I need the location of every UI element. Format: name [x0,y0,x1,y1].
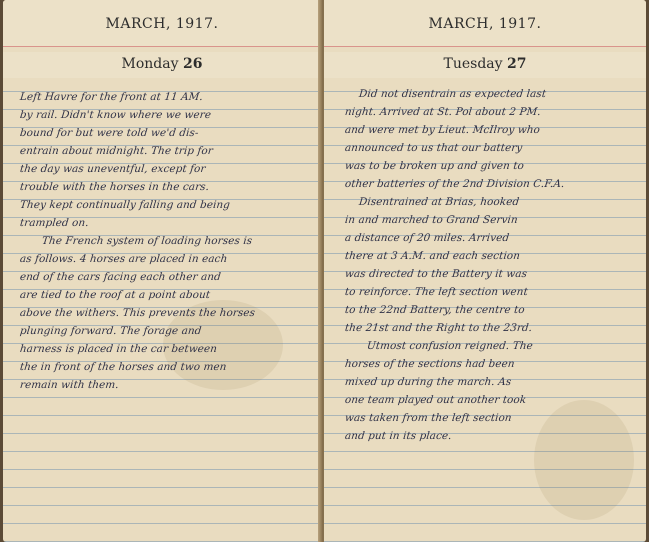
entry-line: was to be broken up and given to [344,160,525,172]
entry-line: entrain about midnight. The trip for [19,145,214,157]
entry-line: other batteries of the 2nd Division C.F.A. [344,178,566,190]
entry-line: Utmost confusion reigned. The [366,340,534,352]
entry-line: end of the cars facing each other and [19,271,222,283]
left-page [3,0,321,542]
entry-line: Did not disentrain as expected last [358,88,547,100]
entry-line: Disentrained at Brias, hooked [358,196,520,208]
entry-line: bound for but were told we'd dis- [19,127,200,139]
entry-line: the 21st and the Right to the 23rd. [344,322,533,334]
day-number: 27 [507,56,527,72]
day-number: 26 [182,56,203,72]
entry-line: night. Arrived at St. Pol about 2 PM. [344,106,542,118]
entry-line: are tied to the roof at a point about [19,289,211,301]
entry-line: trampled on. [19,217,90,229]
handwritten-entry [19,88,311,394]
day-heading [324,56,646,72]
entry-line: the day was uneventful, except for [19,163,207,175]
entry-line: announced to us that our battery [344,142,523,154]
entry-line: harness is placed in the car between [19,343,218,355]
entry-line: mixed up during the march. As [344,376,512,388]
header-rule [3,46,321,47]
entry-line: horses of the sections had been [344,358,516,370]
day-name: Monday [121,56,183,72]
handwritten-entry [344,85,636,445]
entry-line: above the withers. This prevents the horses [19,307,256,319]
month-heading: MARCH, 1917. [428,16,542,32]
entry-line: They kept continually falling and being [19,199,231,211]
entry-line: there at 3 A.M. and each section [344,250,521,262]
right-page [324,0,646,542]
month-heading: MARCH, 1917. [105,16,219,32]
entry-line: to reinforce. The left section went [344,286,529,298]
entry-line: was taken from the left section [344,412,513,424]
entry-line: remain with them. [19,379,120,391]
entry-line: as follows. 4 horses are placed in each [19,253,228,265]
entry-line: trouble with the horses in the cars. [19,181,210,193]
day-heading [3,56,321,72]
entry-line: by rail. Didn't know where we were [19,109,212,121]
day-name: Tuesday [443,56,507,72]
entry-line: was directed to the Battery it was [344,268,528,280]
entry-line: in and marched to Grand Servin [344,214,519,226]
entry-line: one team played out another took [344,394,527,406]
header-rule [324,46,646,47]
entry-line: and were met by Lieut. McIlroy who [344,124,541,136]
entry-line: plunging forward. The forage and [19,325,203,337]
entry-line: to the 22nd Battery, the centre to [344,304,526,316]
entry-line: the in front of the horses and two men [19,361,228,373]
entry-line: and put in its place. [344,430,453,442]
entry-line: a distance of 20 miles. Arrived [344,232,510,244]
entry-line: The French system of loading horses is [41,235,253,247]
entry-line: Left Havre for the front at 11 AM. [19,91,204,103]
